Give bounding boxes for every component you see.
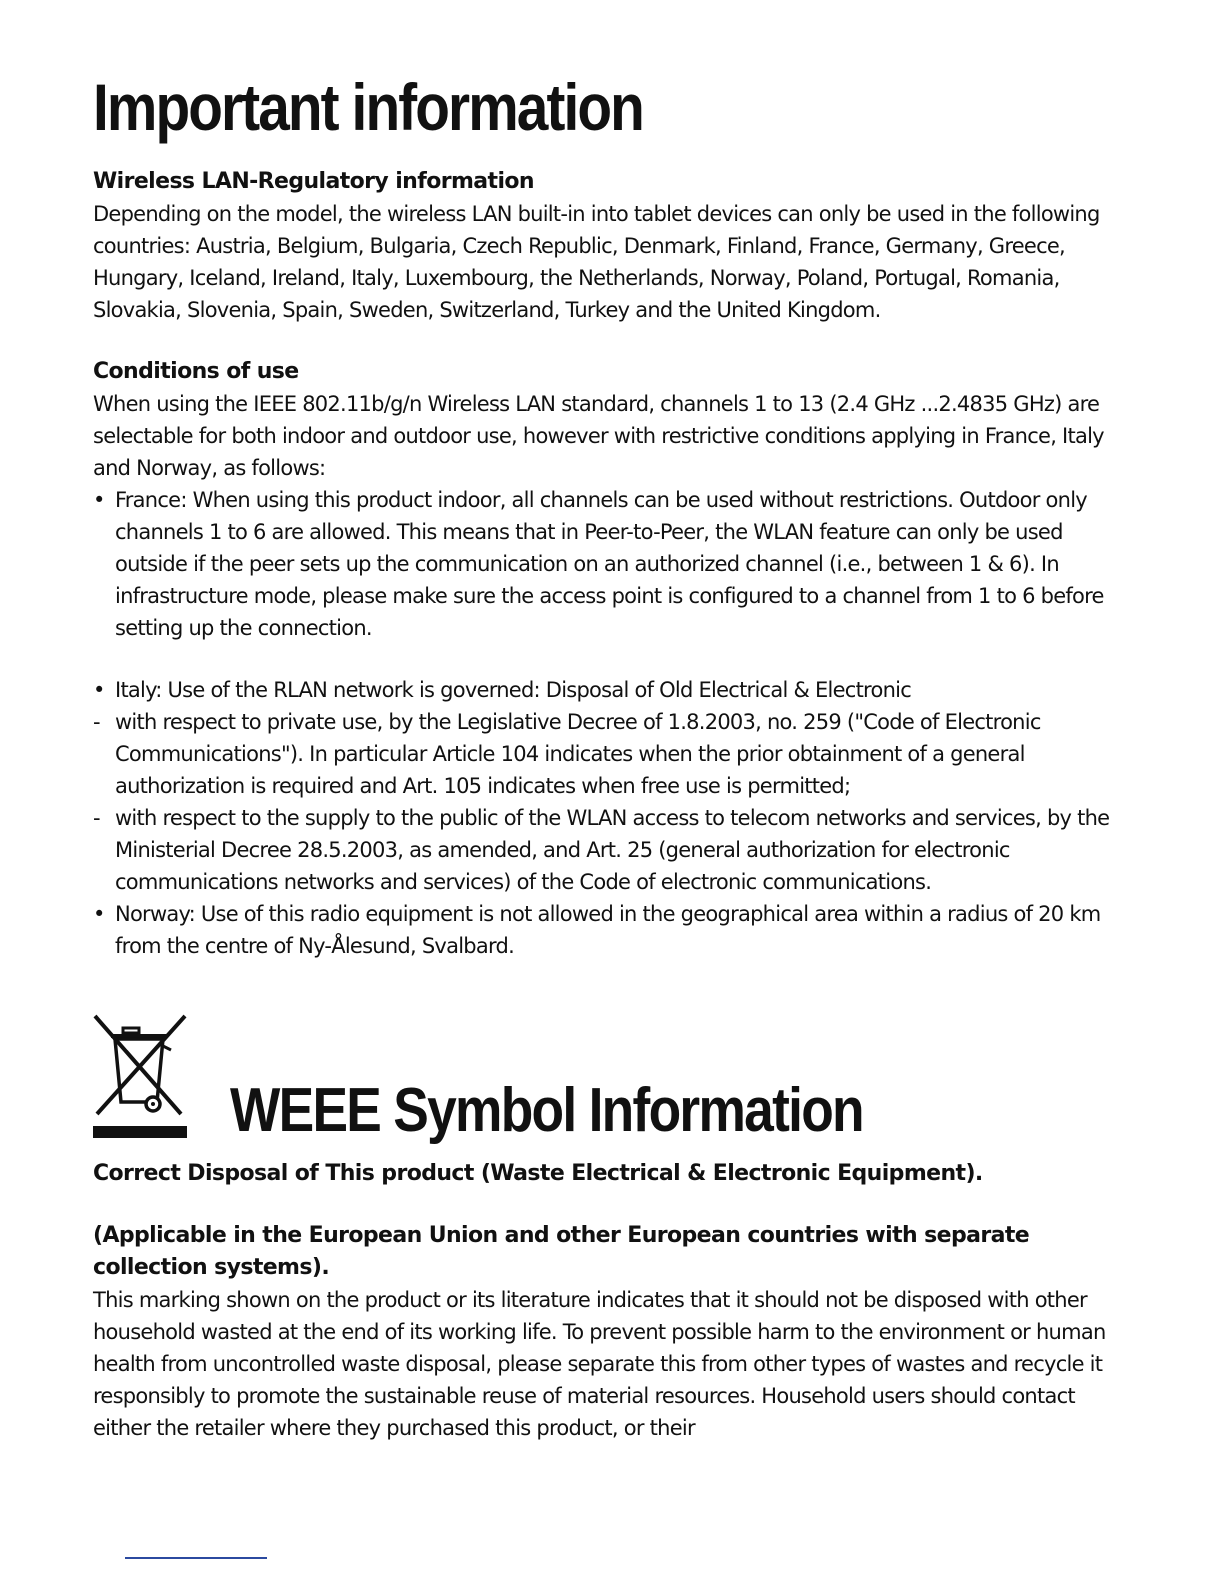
conditions-list xyxy=(93,484,1123,644)
weee-section xyxy=(93,1014,1123,1444)
list-item-italy-private xyxy=(93,706,1123,802)
list-item-italy-public xyxy=(93,802,1123,898)
conditions-heading: Conditions of use xyxy=(93,359,299,384)
conditions-section xyxy=(93,356,1123,962)
correct-disposal-heading: Correct Disposal of This product (Waste Electrical & Electronic Equipment). xyxy=(93,1161,983,1186)
list-item-norway xyxy=(93,898,1123,962)
italy-private-text: with respect to private use, by the Legislative Decree of 1.8.2003, no. 259 ("Code of Electronic Communications"). In particular Article 104 indicates when the prior obtainment of a general authorization is required and Art. 105 indicates when free use is permitted; xyxy=(115,710,1041,798)
document-page xyxy=(93,70,1123,1444)
italy-public-text: with respect to the supply to the public of the WLAN access to telecom networks and services, by the Ministerial Decree 28.5.2003, as amended, and Art. 25 (general authorization for electronic communications networks and services) of the Code of electronic communications. xyxy=(115,806,1110,894)
france-text: France: When using this product indoor, all channels can be used without restrictions. Outdoor only channels 1 to 6 are allowed. This means that in Peer-to-Peer, the WLAN feature can only be used outside if the peer sets up the communication on an authorized channel (i.e., between 1 & 6). In infrastructure mode, please make sure the access point is configured to a channel from 1 to 6 before setting up the connection. xyxy=(115,488,1104,640)
wireless-lan-body: Depending on the model, the wireless LAN built-in into tablet devices can only be used in the following countries: Austria, Belgium, Bulgaria, Czech Republic, Denmark, Finland, France, Germany, Greece, Hungary, Iceland, Ireland, Italy, Luxembourg, the Netherlands, Norway, Poland, Portugal, Romania, Slovakia, Slovenia, Spain, Sweden, Switzerland, Turkey and the United Kingdom. xyxy=(93,202,1100,322)
weee-body: This marking shown on the product or its literature indicates that it should not be disposed with other household wasted at the end of its working life. To prevent possible harm to the environment or human health from uncontrolled waste disposal, please separate this from other types of wastes and recycle it responsibly to promote the sustainable reuse of material resources. Household users should contact either the retailer where they purchased this product, or their xyxy=(93,1288,1106,1440)
dash-marker: - xyxy=(93,710,100,734)
crossed-out-wheelie-bin-icon xyxy=(93,1014,189,1144)
wireless-lan-heading: Wireless LAN-Regulatory information xyxy=(93,169,534,194)
wireless-lan-section xyxy=(93,166,1123,326)
list-item-france xyxy=(93,484,1123,644)
bullet-marker: • xyxy=(93,902,105,926)
page-title: Important information xyxy=(93,70,643,144)
section-spacer xyxy=(93,326,1123,356)
footer-rule xyxy=(125,1557,267,1559)
italy-text: Italy: Use of the RLAN network is governed: Disposal of Old Electrical & Electronic xyxy=(115,678,912,702)
section-spacer xyxy=(93,1190,1123,1220)
bullet-marker: • xyxy=(93,678,105,702)
conditions-intro: When using the IEEE 802.11b/g/n Wireless LAN standard, channels 1 to 13 (2.4 GHz ...2.4835 GHz) are selectable for both indoor and outdoor use, however with restrictive conditions applying in France, Italy and Norway, as follows: xyxy=(93,392,1104,480)
weee-title: WEEE Symbol Information xyxy=(230,1076,863,1145)
applicable-heading: (Applicable in the European Union and other European countries with separate collection systems). xyxy=(93,1223,1030,1280)
conditions-list-2 xyxy=(93,674,1123,962)
norway-text: Norway: Use of this radio equipment is not allowed in the geographical area within a radius of 20 km from the centre of Ny-Ålesund, Svalbard. xyxy=(115,902,1101,958)
dash-marker: - xyxy=(93,806,100,830)
bullet-marker: • xyxy=(93,488,105,512)
list-spacer xyxy=(93,644,1123,674)
list-item-italy xyxy=(93,674,1123,706)
weee-header xyxy=(93,1014,1123,1144)
